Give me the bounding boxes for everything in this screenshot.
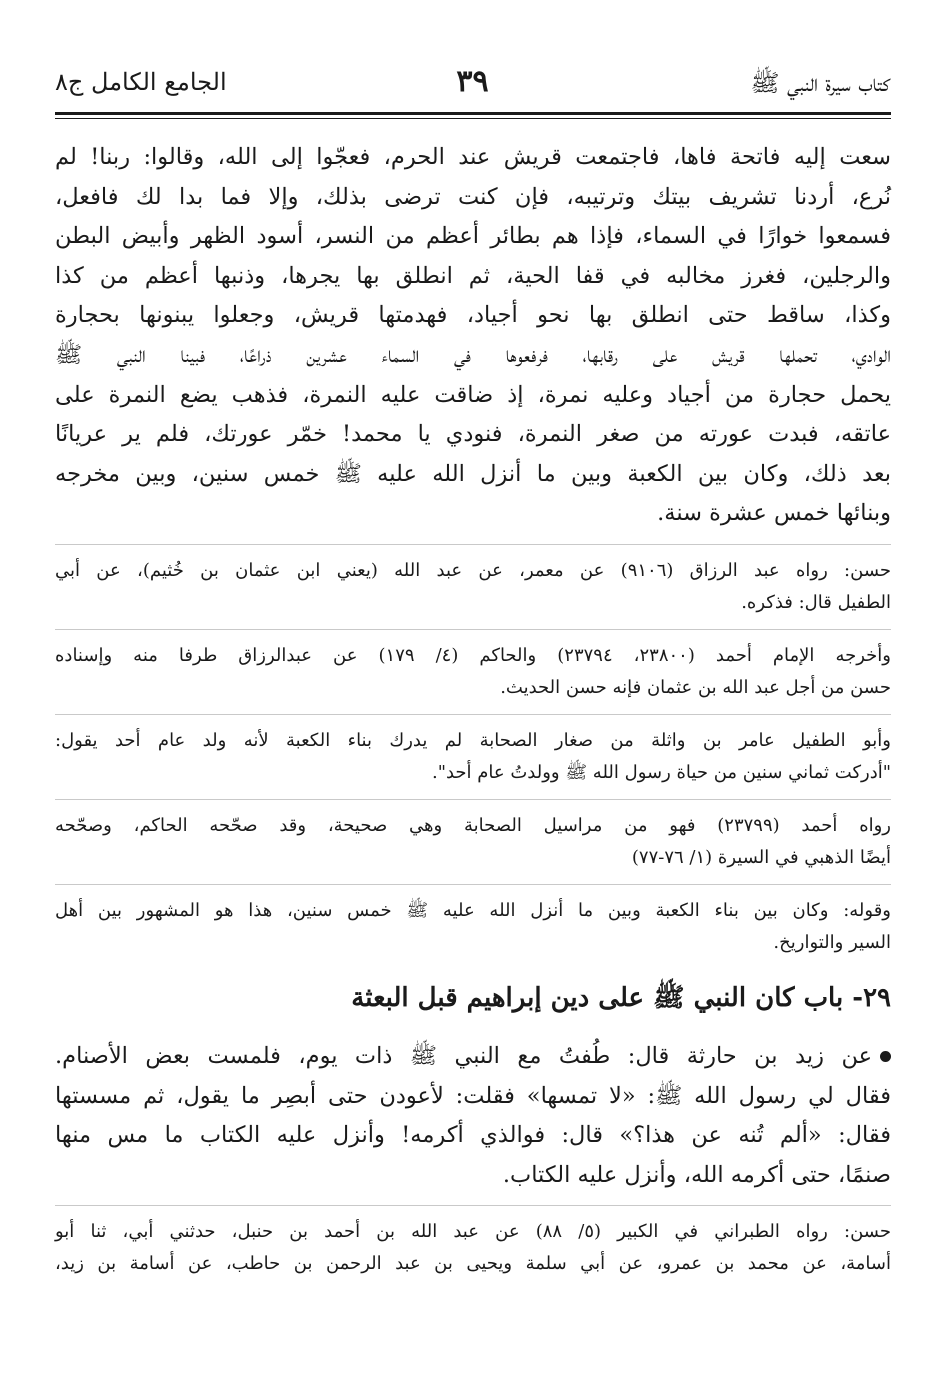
text-line: الوادي، تحملها قريش على رقابها، فرفعوها في السماء عشرين ذراعًا، فبينا النبي ﷺ bbox=[55, 341, 891, 368]
note-line: أسامة، عن محمد بن عمرو، عن أبي سلمة ويحيى بن عبد الرحمن بن حاطب، عن أسامة بن زيد، bbox=[55, 1253, 891, 1275]
main-narration bbox=[55, 138, 891, 534]
commentary-note bbox=[55, 1216, 891, 1280]
commentary-note bbox=[55, 810, 891, 874]
text-line: يحمل حجارة من أجياد وعليه نمرة، إذ ضاقت عليه النمرة، فذهب يضع النمرة على bbox=[55, 381, 891, 408]
note-line: وأبو الطفيل عامر بن واثلة من صغار الصحابة لم يدرك بناء الكعبة لأنه ولد عام أحد يقول: bbox=[55, 729, 891, 751]
chapter-title: ٢٩- باب كان النبي ﷺ على دين إبراهيم قبل البعثة bbox=[351, 982, 891, 1013]
note-line: السير والتواريخ. bbox=[773, 931, 891, 953]
note-line: حسن من أجل عبد الله بن عثمان فإنه حسن الحديث. bbox=[500, 676, 891, 698]
note-line: حسن: رواه عبد الرزاق (٩١٠٦) عن معمر، عن عبد الله (يعني ابن عثمان بن خُثيم)، عن أبي bbox=[55, 559, 892, 581]
page-number: ٣٩ bbox=[456, 64, 489, 99]
header-rule-thick bbox=[55, 112, 891, 115]
header-rule-thin bbox=[55, 118, 891, 119]
text-line: نُرع، أردنا تشريف بيتك وترتيبه، فإن كنت ترضى بذلك، وإلا فما بدا لك فافعل، bbox=[55, 183, 891, 210]
note-line: وأخرجه الإمام أحمد (٢٣٨٠٠، ٢٣٧٩٤) والحاكم (٤/ ١٧٩) عن عبدالرزاق طرفا منه وإسناده bbox=[55, 644, 891, 666]
running-head-volume: الجامع الكامل ج٨ bbox=[55, 68, 227, 96]
body-text bbox=[55, 138, 891, 1280]
running-head-book-title: كتاب سيرة النبي ﷺ bbox=[750, 69, 890, 97]
bullet-icon bbox=[880, 1051, 891, 1062]
commentary-note bbox=[55, 895, 891, 959]
note-divider bbox=[55, 629, 891, 630]
note-divider bbox=[55, 714, 891, 715]
note-line: حسن: رواه الطبراني في الكبير (٥/ ٨٨) عن عبد الله بن أحمد بن حنبل، حدثني أبي، ثنا أبو bbox=[55, 1221, 891, 1243]
hadith-line-text: عن زيد بن حارثة قال: طُفتُ مع النبي ﷺ ذات يوم، فلمست بعض الأصنام. bbox=[55, 1042, 872, 1069]
note-divider bbox=[55, 1205, 891, 1206]
hadith-line bbox=[55, 1037, 891, 1077]
note-divider bbox=[55, 799, 891, 800]
text-line: سعت إليه فاتحة فاها، فاجتمعت قريش عند الحرم، فعجّوا إلى الله، وقالوا: ربنا! لم bbox=[55, 144, 891, 170]
note-divider bbox=[55, 884, 891, 885]
text-line: وكذا، ساقط حتى انطلق بها نحو أجياد، فهدمتها قريش، وجعلوا يبنونها بحجارة bbox=[55, 302, 891, 329]
note-line: وقوله: وكان بين بناء الكعبة وبين ما أنزل الله عليه ﷺ خمس سنين، هذا هو المشهور بين أهل bbox=[55, 899, 891, 921]
commentary-note bbox=[55, 725, 891, 789]
commentary-note bbox=[55, 555, 891, 619]
hadith-line: فقال لي رسول الله ﷺ: «لا تمسها» فقلت: لأعودن حتى أبصِر ما يقول، ثم مسستها bbox=[55, 1082, 891, 1109]
text-line: والرجلين، فغرز مخالبه في قفا الحية، ثم انطلق بها يجرها، وذنبها أعظم من كذا bbox=[55, 262, 891, 289]
page-header bbox=[55, 62, 890, 112]
text-line: عاتقه، فبدت عورته من صغر النمرة، فنودي يا محمد! خمّر عورتك، فلم ير عريانًا bbox=[55, 421, 891, 448]
text-line: بعد ذلك، وكان بين الكعبة وبين ما أنزل الله عليه ﷺ خمس سنين، وبين مخرجه bbox=[55, 460, 891, 487]
text-line: فسمعوا خوارًا في السماء، فإذا هم بطائر أعظم من النسر، أسود الظهر وأبيض البطن bbox=[55, 223, 891, 250]
hadith-line: فقال: «ألم تُنه عن هذا؟» قال: فوالذي أكرمه! وأنزل عليه الكتاب ما مس منها bbox=[55, 1122, 891, 1149]
note-line: أيضًا الذهبي في السيرة (١/ ٧٦-٧٧) bbox=[631, 846, 891, 868]
note-divider bbox=[55, 544, 891, 545]
note-line: "أدركت ثماني سنين من حياة رسول الله ﷺ وولدتُ عام أحد". bbox=[431, 761, 891, 783]
commentary-note bbox=[55, 640, 891, 704]
hadith-line: صنمًا، حتى أكرمه الله، وأنزل عليه الكتاب. bbox=[502, 1161, 891, 1188]
hadith-narration bbox=[55, 1037, 891, 1195]
text-line: وبنائها خمس عشرة سنة. bbox=[657, 500, 891, 527]
note-line: رواه أحمد (٢٣٧٩٩) فهو من مراسيل الصحابة وهي صحيحة، وقد صحّحه الحاكم، وصحّحه bbox=[55, 814, 892, 836]
note-line: الطفيل قال: فذكره. bbox=[741, 591, 891, 613]
